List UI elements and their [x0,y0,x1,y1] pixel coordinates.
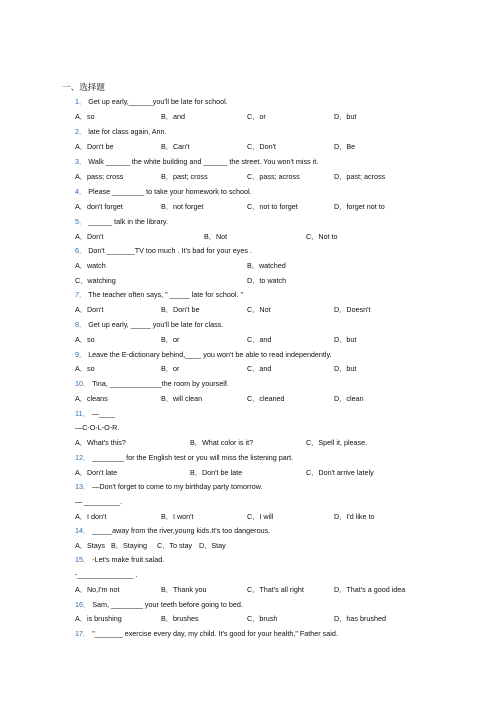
option-d: D．Be [334,142,356,151]
option-d: D．That's a good idea [334,585,406,594]
option-b: B．brushes [161,614,199,623]
question-number: 9． [75,350,87,359]
question-7 [75,290,243,299]
question-number: 4． [75,187,87,196]
question-9 [75,350,332,359]
option-d: D．past; across [334,172,386,181]
question-16 [75,600,243,609]
question-stem: Leave the E-dictionary behind,____ you won't be able to read independently. [88,350,332,359]
question-stem: —____ [91,409,115,418]
option-c: C．brush [247,614,278,623]
question-8 [75,320,223,329]
option-c: C．not to forget [247,202,298,211]
question-stem: Get up early,______you'll be late for school. [88,97,228,106]
option-b: B．and [161,112,185,121]
option-a: A．Stays [75,541,105,550]
option-d: D．has brushed [334,614,386,623]
question-stem: Sam, ________ your teeth before going to bed. [92,600,243,609]
option-c: C．Don't [247,142,276,151]
question-12 [75,453,293,462]
option-c: C．Spell it, please. [306,438,368,447]
option-d: D．clean [334,394,364,403]
option-b: B．I won't [161,512,194,521]
option-b: B．Thank you [161,585,207,594]
option-c: C．or [247,112,266,121]
option-c: C．cleaned [247,394,285,403]
question-stem: ______ talk in the library. [88,217,168,226]
question-stem: late for class again, Ann. [88,127,167,136]
option-c: C．I will [247,512,274,521]
question-14 [75,526,270,535]
question-number: 3． [75,157,87,166]
question-number: 17． [75,629,91,638]
question-2 [75,127,167,136]
question-stem: Don't _______TV too much . It's bad for your eyes . [88,246,252,255]
question-17 [75,629,338,638]
question-13-extra: — _________. [75,497,123,506]
question-number: 10． [75,379,91,388]
option-b: B．watched [247,261,286,270]
option-d: D．but [334,112,357,121]
option-a: A．is brushing [75,614,122,623]
question-number: 6． [75,246,87,255]
question-6 [75,246,252,255]
question-1 [75,97,228,106]
question-stem: -Let's make fruit salad. [92,555,165,564]
question-15 [75,555,164,564]
option-b: B．Can't [161,142,190,151]
option-d: D．forget not to [334,202,385,211]
option-b: B．Don't be [161,305,200,314]
option-b: B．or [161,364,180,373]
option-b: B．not forget [161,202,204,211]
question-stem: Please ________ to take your homework to school. [88,187,252,196]
question-stem: —Don't forget to come to my birthday party tomorrow. [92,482,263,491]
question-stem: The teacher often says, " _____ late for school. " [88,290,243,299]
question-number: 1． [75,97,87,106]
option-a: A．don't forget [75,202,123,211]
option-a: A．No,I'm not [75,585,120,594]
option-c: C．That's all right [247,585,304,594]
option-c: C．watching [75,276,116,285]
question-stem: Walk ______ the white building and ______ the street. You won't miss it. [88,157,319,166]
option-c: C．Don't arrive lately [306,468,374,477]
question-stem: ________ for the English test or you will miss the listening part. [92,453,294,462]
option-d: D．Stay [199,541,226,550]
question-15-extra: -______________ . [75,570,138,579]
option-d: D．to watch [247,276,287,285]
option-d: D．but [334,335,357,344]
option-b: B．Not [204,232,228,241]
option-c: C．and [247,335,272,344]
option-b: B．will clean [161,394,203,403]
question-number: 8． [75,320,87,329]
option-c: C．To stay [157,541,193,550]
option-a: A．so [75,364,95,373]
option-c: C．Not [247,305,271,314]
question-stem: Get up early, _____ you'll be late for class. [88,320,224,329]
option-a: A．Don't late [75,468,118,477]
option-a: A．cleans [75,394,108,403]
option-d: D．but [334,364,357,373]
option-d: D．Doesn't [334,305,371,314]
option-a: A．pass; cross [75,172,124,181]
question-number: 2． [75,127,87,136]
question-number: 5． [75,217,87,226]
option-b: B．What color is it? [190,438,254,447]
question-5 [75,217,168,226]
option-a: A．What's this? [75,438,126,447]
question-4 [75,187,252,196]
question-10 [75,379,229,388]
option-b: B．Don't be late [190,468,243,477]
question-number: 12． [75,453,91,462]
option-b: B．Staying [111,541,147,550]
section-title: 一、选择题 [62,82,105,92]
question-stem: Tina, _____________the room by yourself. [92,379,229,388]
option-a: A．Don't be [75,142,114,151]
option-c: C．and [247,364,272,373]
option-a: A．I don't [75,512,107,521]
option-a: A．Don't [75,232,104,241]
question-13 [75,482,263,491]
option-a: A．watch [75,261,106,270]
option-a: A．so [75,335,95,344]
question-stem: _____away from the river,young kids.It's too dangerous. [92,526,271,535]
option-a: A．so [75,112,95,121]
option-b: B．past; cross [161,172,208,181]
question-3 [75,157,318,166]
question-11 [75,409,115,418]
question-number: 13． [75,482,91,491]
option-c: C．Not to [306,232,338,241]
question-number: 15． [75,555,91,564]
option-a: A．Don't [75,305,104,314]
question-number: 11． [75,409,90,418]
option-d: D．I'd like to [334,512,375,521]
option-c: C．pass; across [247,172,300,181]
question-number: 7． [75,290,87,299]
question-stem: "_______ exercise every day, my child. It's good for your health," Father said. [92,629,338,638]
question-number: 16． [75,600,91,609]
option-b: B．or [161,335,180,344]
question-11-extra: —C-O-L-O-R. [75,423,120,432]
question-number: 14． [75,526,91,535]
